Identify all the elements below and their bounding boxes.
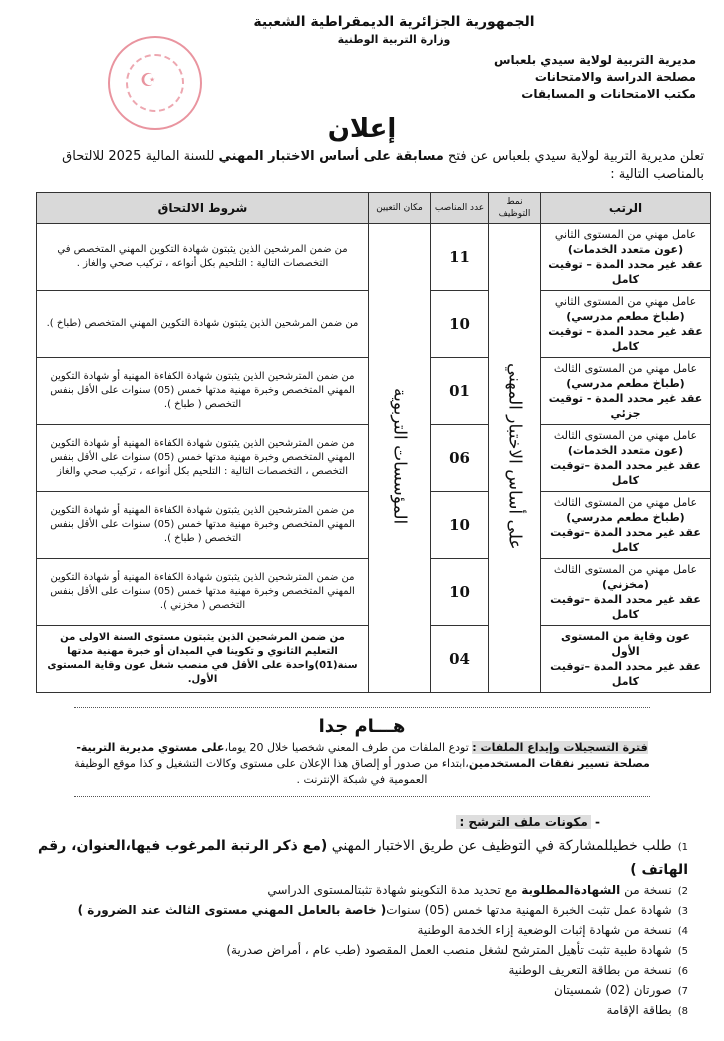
conditions-cell: من ضمن المترشحين الذين يثبتون شهادة الكفاءة المهنية أو شهادة التكوين المهني المتخصص وخبرة مهنية مدتها خمس (05) سنوات على الأقل بنفس التخصص ، التخصصات التالية : التلحيم بكل أنواعه ، تركيب صحي والغاز bbox=[37, 425, 369, 492]
registration-period-label: فترة التسجيلات وإيداع الملفات : bbox=[472, 741, 648, 754]
rank-cell bbox=[541, 224, 711, 291]
rank-title: عامل مهني من المستوى الثالث bbox=[553, 429, 698, 442]
rank-contract: عقد غير محدد المدة - توقيت جزئي bbox=[548, 392, 703, 420]
conditions-cell: من ضمن المترشحين الذين يثبتون شهادة الكفاءة المهنية أو شهادة التكوين المهني المتخصص وخبرة مهنية مدتها خمس (05) سنوات على الأقل بنفس التخصص ( طباخ ). bbox=[37, 358, 369, 425]
rank-spec: (طباخ مطعم مدرسي) bbox=[566, 310, 685, 323]
item-number: 3) bbox=[677, 906, 688, 917]
count-cell: 10 bbox=[431, 291, 489, 358]
file-components-list bbox=[24, 835, 688, 1021]
conditions-cell: من ضمن المرشحين الذين يثبتون مستوى السنة الاولى من التعليم الثانوي و تكوينا في الميدان أو خبرة مهنية مدتها سنة(01)واحدة على الأقل في منصب شغل عون وقاية المستوى الأول. bbox=[37, 626, 369, 693]
item-text: نسخة من شهادة إثبات الوضعية إزاء الخدمة الوطنية bbox=[417, 923, 672, 937]
file-components-heading bbox=[14, 813, 600, 831]
page-title: إعلان bbox=[327, 114, 397, 144]
intro-paragraph bbox=[20, 148, 704, 184]
intro-text: تعلن مديرية التربية لولاية سيدي بلعباس عن فتح bbox=[443, 149, 704, 164]
rank-spec: (مخزني) bbox=[602, 578, 649, 591]
important-text: ،ابتداء من صدور أو إلصاق هذا الإعلان على مستوى وكالات التشغيل و كذا موقع الوظيفة العمومية في شبكة الإنترنت . bbox=[74, 757, 469, 786]
letterhead-center bbox=[204, 12, 584, 48]
rank-cell bbox=[541, 492, 711, 559]
item-text: نسخة من bbox=[620, 883, 672, 897]
important-body bbox=[74, 740, 650, 788]
place-value: المؤسسات التربوية bbox=[389, 388, 410, 525]
intro-text: للسنة المالية 2025 للالتحاق بالمناصب التالية : bbox=[62, 149, 704, 182]
header-place: مكان التعيين bbox=[369, 193, 431, 224]
important-bold: على مستوي مديرية التربية-مصلحة تسيير نفقات المستخدمين bbox=[76, 741, 650, 770]
department-block bbox=[446, 52, 696, 103]
ministry-heading: وزارة التربية الوطنية bbox=[337, 33, 451, 46]
table-header-row bbox=[37, 193, 711, 224]
conditions-cell: من ضمن المترشحين الذين يثبتون شهادة الكفاءة المهنية أو شهادة التكوين المهني المتخصص وخبرة مهنية مدتها خمس (05) سنوات على الأقل بنفس التخصص ( طباخ ). bbox=[37, 492, 369, 559]
rank-cell bbox=[541, 358, 711, 425]
mode-value: على أساس الاختبار المهني bbox=[504, 363, 525, 550]
header-rank: الرتب bbox=[541, 193, 711, 224]
rank-cell bbox=[541, 559, 711, 626]
conditions-cell: من ضمن المترشحين الذين يثبتون شهادة الكفاءة المهنية أو شهادة التكوين المهني المتخصص وخبرة مهنية مدتها خمس (05) سنوات على الأقل بنفس التخصص ( مخزني ). bbox=[37, 559, 369, 626]
positions-table bbox=[36, 192, 711, 693]
rank-cell bbox=[541, 626, 711, 693]
rank-cell bbox=[541, 425, 711, 492]
rank-spec: (طباخ مطعم مدرسي) bbox=[566, 377, 685, 390]
header-mode: نمط التوظيف bbox=[489, 193, 541, 224]
item-number: 4) bbox=[677, 926, 688, 937]
item-tail: مع تحديد مدة التكوينو شهادة تثبتالمستوى الدراسي bbox=[267, 883, 522, 897]
item-text: طلب خطيللمشاركة في التوظيف عن طريق الاختبار المهني bbox=[327, 838, 672, 854]
rank-spec: (طباخ مطعم مدرسي) bbox=[566, 511, 685, 524]
rank-title: عامل مهني من المستوى الثالث bbox=[553, 362, 698, 375]
item-bold: الشهادةالمطلوبة bbox=[521, 883, 621, 897]
official-stamp-icon bbox=[108, 36, 202, 130]
rank-title: عون وقاية من المستوى الأول bbox=[561, 630, 690, 658]
list-item bbox=[24, 981, 688, 1001]
item-number: 6) bbox=[677, 966, 688, 977]
rank-contract: عقد غير محدد المدة –توقيت كامل bbox=[550, 660, 701, 688]
important-notice bbox=[74, 707, 650, 797]
republic-heading: الجمهورية الجزائرية الديمقراطية الشعبية bbox=[253, 14, 535, 30]
count-cell: 10 bbox=[431, 559, 489, 626]
bullet-dash: - bbox=[590, 815, 600, 829]
rank-contract: عقد غير محدد المدة –توقيت كامل bbox=[550, 526, 701, 554]
list-item bbox=[24, 921, 688, 941]
list-item bbox=[24, 835, 688, 881]
rank-contract: عقد غير محدد المدة – توقيت كامل bbox=[548, 258, 703, 286]
file-components-label: مكونات ملف الترشح : bbox=[456, 815, 590, 829]
list-item bbox=[24, 1001, 688, 1021]
rank-title: عامل مهني من المستوى الثاني bbox=[554, 295, 697, 308]
item-text: شهادة طبية تثبت تأهيل المترشح لشغل منصب العمل المقصود (طب عام ، أمراض صدرية) bbox=[226, 943, 672, 957]
important-title: هـــام جدا bbox=[318, 716, 406, 737]
item-number: 1) bbox=[677, 842, 688, 853]
item-number: 2) bbox=[677, 886, 688, 897]
department-line: مديرية التربية لولاية سيدي بلعباس bbox=[493, 53, 696, 67]
count-cell: 01 bbox=[431, 358, 489, 425]
rank-contract: عقد غير محدد المدة – توقيت كامل bbox=[548, 325, 703, 353]
mode-cell bbox=[489, 224, 541, 693]
rank-spec: (عون متعدد الخدمات) bbox=[567, 444, 684, 457]
place-cell bbox=[369, 224, 431, 693]
header-conditions: شروط الالتحاق bbox=[37, 193, 369, 224]
header-count: عدد المناصب bbox=[431, 193, 489, 224]
department-line: مصلحة الدراسة والامتحانات bbox=[534, 70, 696, 84]
item-text: صورتان (02) شمسيتان bbox=[554, 983, 672, 997]
item-text: نسخة من بطاقة التعريف الوطنية bbox=[508, 963, 672, 977]
important-text: تودع الملفات من طرف المعني شخصيا خلال 20 يوما، bbox=[224, 741, 473, 754]
rank-spec: (عون متعدد الخدمات) bbox=[567, 243, 684, 256]
count-cell: 11 bbox=[431, 224, 489, 291]
item-text: شهادة عمل تثبت الخبرة المهنية مدتها خمس (05) سنوات bbox=[386, 903, 672, 917]
list-item bbox=[24, 901, 688, 921]
item-bold: ( خاصة بالعامل المهني مستوى الثالث عند الضرورة ) bbox=[77, 903, 387, 917]
rank-contract: عقد غير محدد المدة –توقيت كامل bbox=[550, 593, 701, 621]
rank-title: عامل مهني من المستوى الثاني bbox=[554, 228, 697, 241]
table-row bbox=[37, 224, 711, 291]
rank-title: عامل مهني من المستوى الثالث bbox=[553, 563, 698, 576]
list-item bbox=[24, 941, 688, 961]
rank-title: عامل مهني من المستوى الثالث bbox=[553, 496, 698, 509]
item-number: 8) bbox=[677, 1006, 688, 1017]
rank-cell bbox=[541, 291, 711, 358]
list-item bbox=[24, 881, 688, 901]
star-crescent-seal-icon: ☪ bbox=[140, 70, 157, 91]
item-bold: (مع ذكر الرتبة المرغوب فيها،العنوان، رقم الهاتف ) bbox=[38, 838, 688, 878]
conditions-cell: من ضمن المرشحين الذين يثبتون شهادة التكوين المهني المتخصص (طباخ ). bbox=[37, 291, 369, 358]
rank-contract: عقد غير محدد المدة –توقيت كامل bbox=[550, 459, 701, 487]
item-number: 7) bbox=[677, 986, 688, 997]
count-cell: 04 bbox=[431, 626, 489, 693]
conditions-cell: من ضمن المرشحين الذين يثبتون شهادة التكوين المهني المتخصص في التخصصات التالية : التلحيم بكل أنواعه ، تركيب صحي والغاز . bbox=[37, 224, 369, 291]
letterhead bbox=[14, 12, 710, 108]
count-cell: 06 bbox=[431, 425, 489, 492]
item-text: بطاقة الإقامة bbox=[606, 1003, 672, 1017]
list-item bbox=[24, 961, 688, 981]
item-number: 5) bbox=[677, 946, 688, 957]
department-line: مكتب الامتحانات و المسابقات bbox=[521, 87, 696, 101]
intro-bold: مسابقة على أساس الاختبار المهني bbox=[218, 149, 444, 164]
count-cell: 10 bbox=[431, 492, 489, 559]
